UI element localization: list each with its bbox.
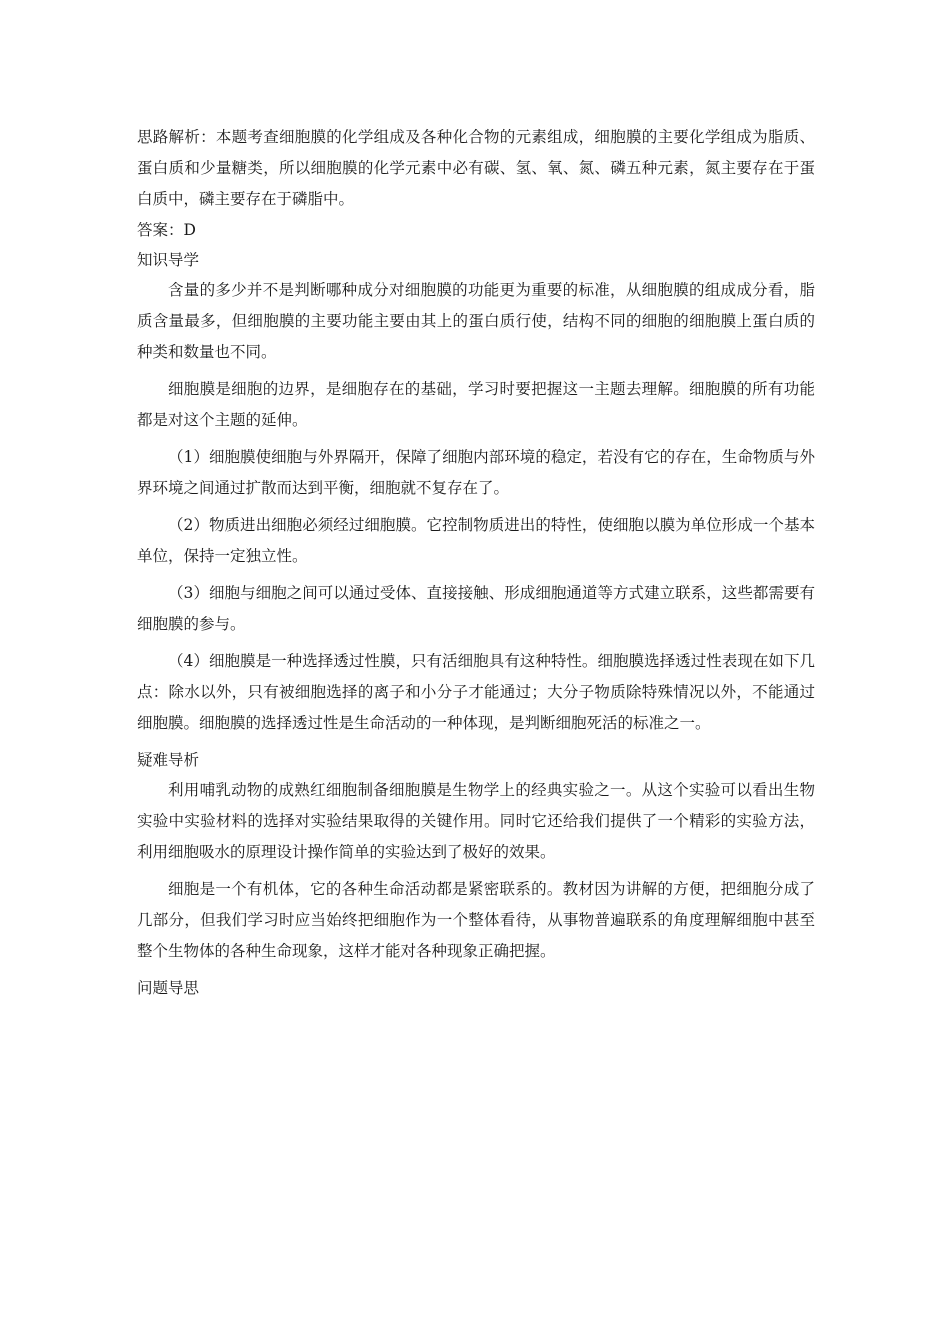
analysis-label: 思路解析： xyxy=(137,128,216,146)
difficulty-paragraph-1: 利用哺乳动物的成熟红细胞制备细胞膜是生物学上的经典实验之一。从这个实验可以看出生物实验中实验材料的选择对实验结果取得的关键作用。同时它还给我们提供了一个精彩的实验方法，利用细胞吸水的原理设计操作简单的实验达到了极好的效果。 xyxy=(137,781,815,861)
knowledge-paragraph-1: 含量的多少并不是判断哪种成分对细胞膜的功能更为重要的标准，从细胞膜的组成成分看，脂质含量最多，但细胞膜的主要功能主要由其上的蛋白质行使，结构不同的细胞的细胞膜上蛋白质的种类和数量也不同。 xyxy=(137,281,815,361)
analysis-text: 本题考查细胞膜的化学组成及各种化合物的元素组成，细胞膜的主要化学组成为脂质、蛋白质和少量糖类，所以细胞膜的化学元素中必有碳、氢、氧、氮、磷五种元素，氮主要存在于蛋白质中，磷主要存在于磷脂中。 xyxy=(137,128,815,208)
difficulty-paragraph-2: 细胞是一个有机体，它的各种生命活动都是紧密联系的。教材因为讲解的方便，把细胞分成了几部分，但我们学习时应当始终把细胞作为一个整体看待，从事物普遍联系的角度理解细胞中甚至整个生物体的各种生命现象，这样才能对各种现象正确把握。 xyxy=(137,880,815,960)
document-page xyxy=(137,122,815,1003)
knowledge-heading: 知识导学 xyxy=(137,251,200,269)
knowledge-item-3: （3）细胞与细胞之间可以通过受体、直接接触、形成细胞通道等方式建立联系，这些都需要有细胞膜的参与。 xyxy=(137,584,815,633)
knowledge-paragraph-2: 细胞膜是细胞的边界，是细胞存在的基础，学习时要把握这一主题去理解。细胞膜的所有功能都是对这个主题的延伸。 xyxy=(137,380,815,429)
knowledge-item-1: （1）细胞膜使细胞与外界隔开，保障了细胞内部环境的稳定，若没有它的存在，生命物质与外界环境之间通过扩散而达到平衡，细胞就不复存在了。 xyxy=(137,448,815,497)
answer-line xyxy=(137,215,815,245)
knowledge-item-4: （4）细胞膜是一种选择透过性膜，只有活细胞具有这种特性。细胞膜选择透过性表现在如下几点：除水以外，只有被细胞选择的离子和小分子才能通过；大分子物质除特殊情况以外，不能通过细胞膜。细胞膜的选择透过性是生命活动的一种体现，是判断细胞死活的标准之一。 xyxy=(137,652,815,732)
answer-value: D xyxy=(183,221,196,239)
difficulty-heading: 疑难导析 xyxy=(137,751,200,769)
answer-label: 答案： xyxy=(137,221,184,239)
knowledge-item-2: （2）物质进出细胞必须经过细胞膜。它控制物质进出的特性，使细胞以膜为单位形成一个基本单位，保持一定独立性。 xyxy=(137,516,815,565)
question-heading: 问题导思 xyxy=(137,979,200,997)
analysis-paragraph xyxy=(137,122,815,215)
